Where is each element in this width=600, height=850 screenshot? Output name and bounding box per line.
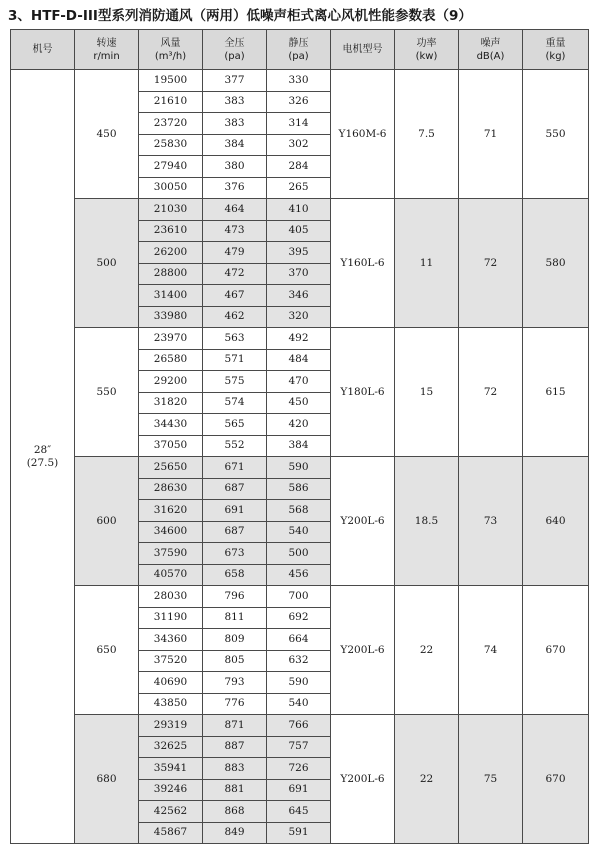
motor-model-cell: Y200L-6: [331, 586, 395, 715]
total-pressure-cell: 887: [203, 736, 267, 758]
airflow-cell: 34360: [139, 629, 203, 651]
table-row: [11, 586, 589, 608]
total-pressure-cell: 472: [203, 263, 267, 285]
airflow-cell: 43850: [139, 693, 203, 715]
static-pressure-cell: 470: [267, 371, 331, 393]
airflow-cell: 45867: [139, 822, 203, 844]
airflow-cell: 27940: [139, 156, 203, 178]
airflow-cell: 42562: [139, 801, 203, 823]
table-body: [11, 70, 589, 844]
header-total-pressure: 全压 (pa): [203, 30, 267, 70]
total-pressure-cell: 383: [203, 91, 267, 113]
power-cell: 22: [395, 586, 459, 715]
header-power: 功率 (kw): [395, 30, 459, 70]
noise-cell: 72: [459, 199, 523, 328]
airflow-cell: 28800: [139, 263, 203, 285]
power-cell: 18.5: [395, 457, 459, 586]
table-row: [11, 199, 589, 221]
static-pressure-cell: 590: [267, 672, 331, 694]
airflow-cell: 23970: [139, 328, 203, 350]
total-pressure-cell: 796: [203, 586, 267, 608]
static-pressure-cell: 726: [267, 758, 331, 780]
airflow-cell: 28630: [139, 478, 203, 500]
static-pressure-cell: 700: [267, 586, 331, 608]
total-pressure-cell: 805: [203, 650, 267, 672]
static-pressure-cell: 540: [267, 521, 331, 543]
static-pressure-cell: 395: [267, 242, 331, 264]
noise-cell: 71: [459, 70, 523, 199]
static-pressure-cell: 691: [267, 779, 331, 801]
speed-cell: 600: [75, 457, 139, 586]
total-pressure-cell: 575: [203, 371, 267, 393]
static-pressure-cell: 405: [267, 220, 331, 242]
speed-cell: 450: [75, 70, 139, 199]
power-cell: 7.5: [395, 70, 459, 199]
noise-cell: 75: [459, 715, 523, 844]
static-pressure-cell: 410: [267, 199, 331, 221]
total-pressure-cell: 574: [203, 392, 267, 414]
airflow-cell: 26200: [139, 242, 203, 264]
total-pressure-cell: 552: [203, 435, 267, 457]
static-pressure-cell: 692: [267, 607, 331, 629]
speed-cell: 680: [75, 715, 139, 844]
weight-cell: 640: [523, 457, 589, 586]
speed-cell: 550: [75, 328, 139, 457]
airflow-cell: 31620: [139, 500, 203, 522]
airflow-cell: 37590: [139, 543, 203, 565]
airflow-cell: 29319: [139, 715, 203, 737]
airflow-cell: 39246: [139, 779, 203, 801]
airflow-cell: 28030: [139, 586, 203, 608]
total-pressure-cell: 849: [203, 822, 267, 844]
static-pressure-cell: 766: [267, 715, 331, 737]
airflow-cell: 21610: [139, 91, 203, 113]
static-pressure-cell: 645: [267, 801, 331, 823]
noise-cell: 74: [459, 586, 523, 715]
total-pressure-cell: 462: [203, 306, 267, 328]
weight-cell: 615: [523, 328, 589, 457]
airflow-cell: 37520: [139, 650, 203, 672]
weight-cell: 580: [523, 199, 589, 328]
static-pressure-cell: 456: [267, 564, 331, 586]
header-speed: 转速 r/min: [75, 30, 139, 70]
total-pressure-cell: 671: [203, 457, 267, 479]
weight-cell: 670: [523, 715, 589, 844]
static-pressure-cell: 540: [267, 693, 331, 715]
power-cell: 11: [395, 199, 459, 328]
airflow-cell: 23610: [139, 220, 203, 242]
static-pressure-cell: 346: [267, 285, 331, 307]
total-pressure-cell: 809: [203, 629, 267, 651]
total-pressure-cell: 687: [203, 478, 267, 500]
motor-model-cell: Y200L-6: [331, 715, 395, 844]
total-pressure-cell: 479: [203, 242, 267, 264]
total-pressure-cell: 658: [203, 564, 267, 586]
static-pressure-cell: 757: [267, 736, 331, 758]
static-pressure-cell: 586: [267, 478, 331, 500]
power-cell: 15: [395, 328, 459, 457]
total-pressure-cell: 383: [203, 113, 267, 135]
static-pressure-cell: 384: [267, 435, 331, 457]
airflow-cell: 31400: [139, 285, 203, 307]
static-pressure-cell: 326: [267, 91, 331, 113]
static-pressure-cell: 284: [267, 156, 331, 178]
total-pressure-cell: 563: [203, 328, 267, 350]
total-pressure-cell: 776: [203, 693, 267, 715]
static-pressure-cell: 302: [267, 134, 331, 156]
airflow-cell: 40690: [139, 672, 203, 694]
static-pressure-cell: 450: [267, 392, 331, 414]
page-title: 3、HTF-D-III型系列消防通风（两用）低噪声柜式离心风机性能参数表（9）: [8, 8, 472, 24]
airflow-cell: 29200: [139, 371, 203, 393]
total-pressure-cell: 377: [203, 70, 267, 92]
static-pressure-cell: 484: [267, 349, 331, 371]
airflow-cell: 40570: [139, 564, 203, 586]
header-noise: 噪声 dB(A): [459, 30, 523, 70]
static-pressure-cell: 492: [267, 328, 331, 350]
table-row: [11, 715, 589, 737]
total-pressure-cell: 811: [203, 607, 267, 629]
header-weight: 重量 (kg): [523, 30, 589, 70]
motor-model-cell: Y160M-6: [331, 70, 395, 199]
noise-cell: 73: [459, 457, 523, 586]
total-pressure-cell: 687: [203, 521, 267, 543]
total-pressure-cell: 565: [203, 414, 267, 436]
airflow-cell: 34600: [139, 521, 203, 543]
total-pressure-cell: 868: [203, 801, 267, 823]
static-pressure-cell: 632: [267, 650, 331, 672]
noise-cell: 72: [459, 328, 523, 457]
airflow-cell: 25650: [139, 457, 203, 479]
airflow-cell: 33980: [139, 306, 203, 328]
speed-cell: 650: [75, 586, 139, 715]
airflow-cell: 37050: [139, 435, 203, 457]
airflow-cell: 25830: [139, 134, 203, 156]
static-pressure-cell: 568: [267, 500, 331, 522]
header-row: [11, 30, 589, 70]
header-static-pressure: 静压 (pa): [267, 30, 331, 70]
airflow-cell: 23720: [139, 113, 203, 135]
static-pressure-cell: 500: [267, 543, 331, 565]
static-pressure-cell: 664: [267, 629, 331, 651]
airflow-cell: 35941: [139, 758, 203, 780]
total-pressure-cell: 384: [203, 134, 267, 156]
motor-model-cell: Y180L-6: [331, 328, 395, 457]
power-cell: 22: [395, 715, 459, 844]
total-pressure-cell: 467: [203, 285, 267, 307]
table-row: [11, 328, 589, 350]
performance-table: [10, 29, 589, 844]
total-pressure-cell: 881: [203, 779, 267, 801]
speed-cell: 500: [75, 199, 139, 328]
header-airflow: 风量 (m³/h): [139, 30, 203, 70]
table-row: [11, 457, 589, 479]
total-pressure-cell: 571: [203, 349, 267, 371]
weight-cell: 550: [523, 70, 589, 199]
static-pressure-cell: 330: [267, 70, 331, 92]
static-pressure-cell: 370: [267, 263, 331, 285]
total-pressure-cell: 473: [203, 220, 267, 242]
static-pressure-cell: 590: [267, 457, 331, 479]
airflow-cell: 31820: [139, 392, 203, 414]
airflow-cell: 34430: [139, 414, 203, 436]
weight-cell: 670: [523, 586, 589, 715]
airflow-cell: 19500: [139, 70, 203, 92]
airflow-cell: 31190: [139, 607, 203, 629]
table-row: [11, 70, 589, 92]
total-pressure-cell: 376: [203, 177, 267, 199]
machine-number-cell: 28″ (27.5): [11, 70, 75, 844]
motor-model-cell: Y160L-6: [331, 199, 395, 328]
total-pressure-cell: 883: [203, 758, 267, 780]
total-pressure-cell: 691: [203, 500, 267, 522]
total-pressure-cell: 464: [203, 199, 267, 221]
static-pressure-cell: 591: [267, 822, 331, 844]
airflow-cell: 26580: [139, 349, 203, 371]
header-machine-no: 机号: [11, 30, 75, 70]
static-pressure-cell: 265: [267, 177, 331, 199]
total-pressure-cell: 673: [203, 543, 267, 565]
airflow-cell: 32625: [139, 736, 203, 758]
static-pressure-cell: 314: [267, 113, 331, 135]
motor-model-cell: Y200L-6: [331, 457, 395, 586]
total-pressure-cell: 380: [203, 156, 267, 178]
header-motor-model: 电机型号: [331, 30, 395, 70]
total-pressure-cell: 871: [203, 715, 267, 737]
airflow-cell: 30050: [139, 177, 203, 199]
static-pressure-cell: 420: [267, 414, 331, 436]
static-pressure-cell: 320: [267, 306, 331, 328]
airflow-cell: 21030: [139, 199, 203, 221]
total-pressure-cell: 793: [203, 672, 267, 694]
